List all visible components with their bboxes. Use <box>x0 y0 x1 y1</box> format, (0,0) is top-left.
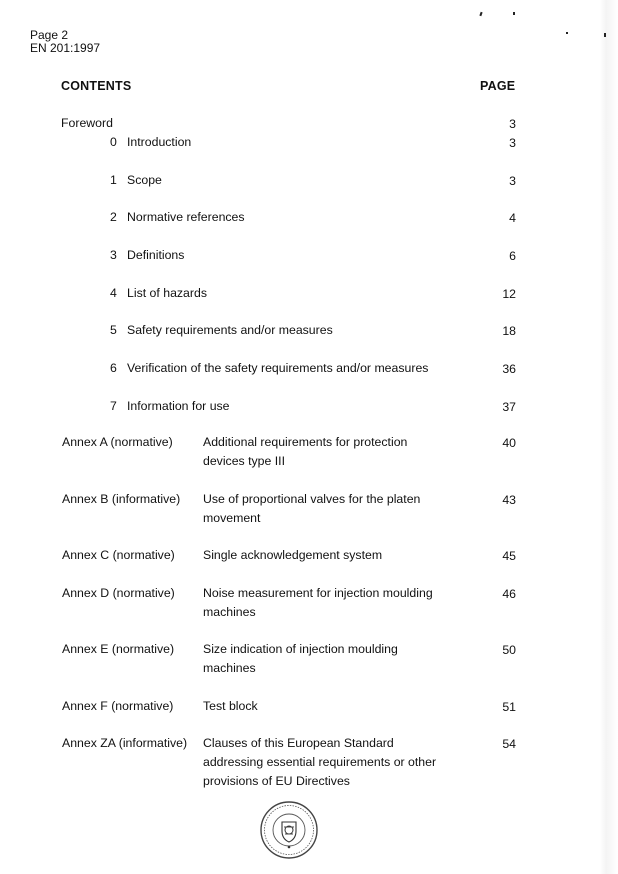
toc-entry-label: Foreword <box>61 116 113 130</box>
annex-title-line: Single acknowledgement system <box>203 548 383 562</box>
clause-number: 2 <box>110 210 117 224</box>
annex-label: Annex A (normative) <box>62 435 173 449</box>
scan-speck <box>566 32 568 34</box>
scan-speck <box>513 12 515 15</box>
clause-page: 3 <box>509 174 516 188</box>
clause-title: Normative references <box>127 210 245 224</box>
clause-title: Definitions <box>127 248 185 262</box>
annex-title-line: Use of proportional valves for the platen <box>203 492 421 506</box>
annex-title <box>203 734 473 791</box>
official-seal-icon <box>259 800 319 860</box>
annex-page: 45 <box>502 549 516 563</box>
clause-number: 1 <box>110 173 117 187</box>
clause-number: 6 <box>110 361 117 375</box>
page-heading: PAGE <box>480 79 516 93</box>
annex-page: 51 <box>502 700 516 714</box>
clause-number: 5 <box>110 323 117 337</box>
clause-title: Safety requirements and/or measures <box>127 323 333 337</box>
clause-page: 37 <box>502 400 516 414</box>
annex-title-line: Test block <box>203 699 258 713</box>
annex-title <box>203 640 473 678</box>
annex-label: Annex F (normative) <box>62 699 174 713</box>
clause-number: 7 <box>110 399 117 413</box>
clause-title: Information for use <box>127 399 230 413</box>
scan-speck <box>479 12 482 16</box>
annex-title <box>203 697 473 716</box>
annex-title-line: Noise measurement for injection moulding <box>203 586 433 600</box>
annex-title-line: machines <box>203 661 256 675</box>
annex-title <box>203 433 473 471</box>
clause-number: 3 <box>110 248 117 262</box>
annex-title <box>203 490 473 528</box>
annex-title-line: addressing essential requirements or other <box>203 755 437 769</box>
toc-entry-page: 3 <box>509 117 516 131</box>
annex-label: Annex C (normative) <box>62 548 175 562</box>
annex-title-line: movement <box>203 511 261 525</box>
annex-label: Annex E (normative) <box>62 642 175 656</box>
clause-title: Scope <box>127 173 162 187</box>
annex-page: 40 <box>502 436 516 450</box>
annex-title <box>203 546 473 565</box>
clause-page: 6 <box>509 249 516 263</box>
annex-label: Annex D (normative) <box>62 586 175 600</box>
clause-page: 3 <box>509 136 516 150</box>
clause-title: Introduction <box>127 135 192 149</box>
annex-page: 43 <box>502 493 516 507</box>
clause-page: 18 <box>502 324 516 338</box>
clause-number: 0 <box>110 135 117 149</box>
annex-title-line: Size indication of injection moulding <box>203 642 398 656</box>
annex-page: 54 <box>502 737 516 751</box>
clause-title: Verification of the safety requirements and/or measures <box>127 361 429 375</box>
annex-title-line: devices type III <box>203 454 286 468</box>
annex-title-line: provisions of EU Directives <box>203 774 350 788</box>
page-number: Page 2 <box>30 28 69 42</box>
annex-title-line: machines <box>203 605 256 619</box>
annex-page: 46 <box>502 587 516 601</box>
clause-page: 36 <box>502 362 516 376</box>
clause-page: 4 <box>509 211 516 225</box>
clause-page: 12 <box>502 287 516 301</box>
annex-title-line: Additional requirements for protection <box>203 435 408 449</box>
annex-label: Annex B (informative) <box>62 492 181 506</box>
annex-title <box>203 584 473 622</box>
contents-heading: CONTENTS <box>61 79 132 93</box>
annex-title-line: Clauses of this European Standard <box>203 736 394 750</box>
standard-id: EN 201:1997 <box>30 41 101 55</box>
annex-label: Annex ZA (informative) <box>62 736 188 750</box>
clause-number: 4 <box>110 286 117 300</box>
scan-speck <box>604 33 606 37</box>
clause-title: List of hazards <box>127 286 207 300</box>
annex-page: 50 <box>502 643 516 657</box>
